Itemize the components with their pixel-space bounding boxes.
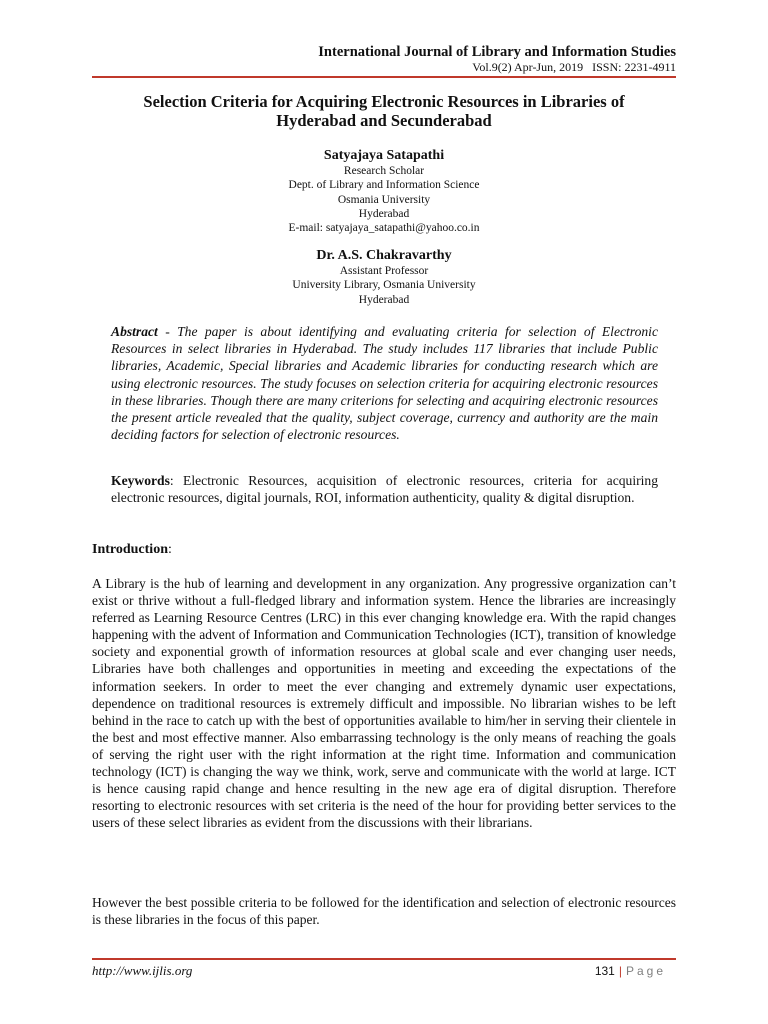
introduction-paragraph-2: However the best possible criteria to be followed for the identification and selection of electronic resources is these libraries in the focus of this paper. [92,895,676,928]
author-1-designation: Research Scholar [343,165,425,177]
author-1-email: E-mail: satyajaya_satapathi@yahoo.co.in [288,222,480,235]
journal-name: International Journal of Library and Information Studies [318,44,676,60]
author-2-city: Hyderabad [358,293,410,306]
author-1-name: Satyajaya Satapathi [323,148,445,163]
introduction-heading [92,541,172,558]
introduction-colon: : [167,542,172,557]
footer-page-number [595,963,666,979]
journal-header [318,44,676,74]
page-separator: | [618,964,622,978]
footer-journal-url[interactable]: http://www.ijlis.org [92,963,193,978]
abstract-label: Abstract [111,324,158,339]
author-2-affiliation: University Library, Osmania University [292,279,476,292]
paper-title-line-2: Hyderabad and Secunderabad [276,110,492,130]
author-2-name: Dr. A.S. Chakravarthy [316,248,452,263]
author-1-department: Dept. of Library and Information Science [288,179,480,192]
page-label: Page [625,964,666,978]
author-1-city: Hyderabad [358,207,410,220]
keywords-text: : Electronic Resources, acquisition of electronic resources, criteria for acquiring electronic resources, digital journals, ROI, information authenticity, quality & digital disruption. [111,473,658,506]
paper-title [92,93,676,130]
keywords-label: Keywords [111,473,170,488]
abstract-text: - The paper is about identifying and evaluating criteria for selection of Electronic Resources in select libraries in Hyderabad. The study includes 117 libraries that include Public libraries, Academic, Special libraries and Academic libraries for conducting research which are using electronic resources. The study focuses on selection criteria for acquiring electronic resources in these libraries. Though there are many criterions for selecting and acquiring electronic resources the present article revealed that the quality, subject coverage, currency and authority are the main deciding factors for selection of electronic resources. [111,324,658,443]
page-number: 131 [594,964,615,978]
introduction-paragraph-1: A Library is the hub of learning and development in any organization. Any progressive organization can’t exist or thrive without a full-fledged library and information system. Hence the libraries are increasingly referred as Learning Resource Centres (LRC) in this ever changing knowledge era. With the rapid changes happening with the advent of Information and Communication Technologies (ICT), transition of knowledge society and exponential growth of information resources at global scale and ever changing user needs, Libraries have both challenges and opportunities in meeting and exceeding the expectations of the information seekers. In order to meet the ever changing and extremely dynamic user expectations, dependence on traditional resources is extremely difficult and impossible. No librarian wishes to be left behind in the race to catch up with the best of opportunities available to him/her in serving their clientele in the best and most effective manner. Also embarrassing technology is the only means of reaching the goals of serving the right user with the right information at the right time. Information and communication technology (ICT) is changing the way we think, work, serve and communicate with the world at large. ICT is hence causing rapid change and hence resulting in the new age era of digital disruption. Therefore resorting to electronic resources with set criteria is the need of the hour for providing better services to the users of these select libraries as evident from the discussions with their librarians. [92,576,676,831]
author-1-block [92,147,676,235]
paper-title-line-1: Selection Criteria for Acquiring Electronic Resources in Libraries of [143,92,625,111]
footer-rule [92,958,676,960]
header-rule [92,76,676,78]
author-2-designation: Assistant Professor [339,265,429,277]
introduction-label: Introduction [92,542,168,557]
author-2-block [92,247,676,307]
keywords [111,472,658,506]
journal-volume-issn: Vol.9(2) Apr-Jun, 2019 ISSN: 2231-4911 [472,60,676,74]
abstract [111,323,658,443]
author-1-university: Osmania University [337,193,431,206]
